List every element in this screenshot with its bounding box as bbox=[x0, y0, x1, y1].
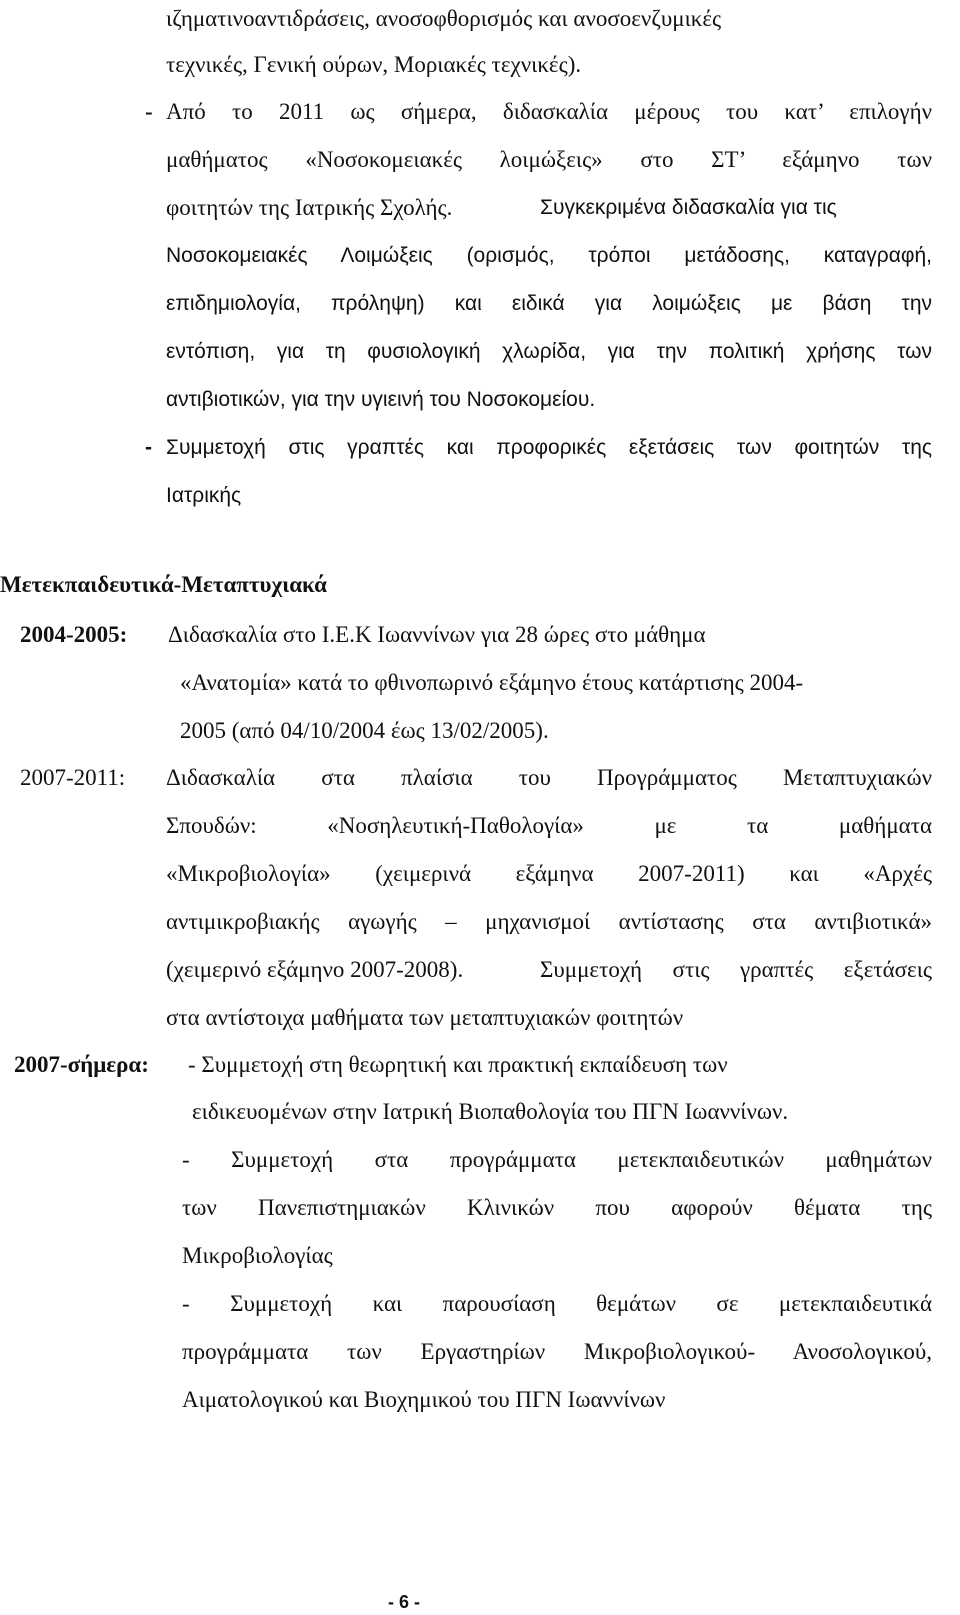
text-line: αντιβιοτικών, για την υγιεινή του Νοσοκομείου. bbox=[166, 388, 596, 411]
text-line: (χειμερινό εξάμηνο 2007-2008). bbox=[166, 957, 464, 982]
text-line: ιζηματινοαντιδράσεις, ανοσοφθορισμός και ανοσοενζυμικές bbox=[166, 6, 722, 31]
text-line: εντόπιση, για τη φυσιολογική χλωρίδα, για την πολιτική χρήσης των bbox=[166, 340, 932, 363]
text-line: αντιμικροβιακής αγωγής – μηχανισμοί αντίστασης στα αντιβιοτικά» bbox=[166, 909, 932, 934]
text-line: Διδασκαλία στο Ι.Ε.Κ Ιωαννίνων για 28 ώρες στο μάθημα bbox=[168, 622, 706, 647]
text-line: - Συμμετοχή στη θεωρητική και πρακτική εκπαίδευση των bbox=[188, 1052, 728, 1077]
text-line: «Ανατομία» κατά το φθινοπωρινό εξάμηνο έτους κατάρτισης 2004- bbox=[180, 670, 804, 695]
text-line: Από το 2011 ως σήμερα, διδασκαλία μέρους του κατ’ επιλογήν bbox=[166, 99, 932, 124]
bullet-dash: - bbox=[145, 436, 152, 459]
text-line: Μικροβιολογίας bbox=[182, 1243, 333, 1268]
text-line: Συμμετοχή στις γραπτές εξετάσεις bbox=[540, 957, 932, 982]
text-line: ειδικευομένων στην Ιατρική Βιοπαθολογία του ΠΓΝ Ιωαννίνων. bbox=[192, 1099, 789, 1124]
text-line: τεχνικές, Γενική ούρων, Μοριακές τεχνικές). bbox=[166, 52, 582, 77]
text-line: προγράμματα των Εργαστηρίων Μικροβιολογικού- Ανοσολογικού, bbox=[182, 1339, 932, 1364]
text-line: Σπουδών: «Νοσηλευτική-Παθολογία» με τα μαθήματα bbox=[166, 813, 932, 838]
text-line: Συμμετοχή στις γραπτές και προφορικές εξετάσεις των φοιτητών της bbox=[166, 436, 932, 459]
text-line: Ιατρικής bbox=[166, 484, 242, 507]
text-line: επιδημιολογία, πρόληψη) και ειδικά για λοιμώξεις με βάση την bbox=[166, 292, 932, 315]
bullet-dash: - bbox=[145, 99, 153, 124]
text-line: των Πανεπιστημιακών Κλινικών που αφορούν θέματα της bbox=[182, 1195, 932, 1220]
entry-period: 2007-2011: bbox=[20, 765, 126, 790]
text-line: Συγκεκριμένα διδασκαλία για τις bbox=[540, 196, 837, 219]
entry-period: 2004-2005: bbox=[20, 622, 128, 647]
text-line: Νοσοκομειακές Λοιμώξεις (ορισμός, τρόποι μετάδοσης, καταγραφή, bbox=[166, 244, 932, 267]
text-line: - Συμμετοχή στα προγράμματα μετεκπαιδευτικών μαθημάτων bbox=[182, 1147, 932, 1172]
section-heading: Μετεκπαιδευτικά-Μεταπτυχιακά bbox=[0, 572, 327, 597]
text-line: - Συμμετοχή και παρουσίαση θεμάτων σε μετεκπαιδευτικά bbox=[182, 1291, 932, 1316]
text-line: φοιτητών της Ιατρικής Σχολής. bbox=[166, 195, 453, 220]
text-line: στα αντίστοιχα μαθήματα των μεταπτυχιακών φοιτητών bbox=[166, 1005, 684, 1030]
text-line: 2005 (από 04/10/2004 έως 13/02/2005). bbox=[180, 718, 549, 743]
text-line: «Μικροβιολογία» (χειμερινά εξάμηνα 2007-2011) και «Αρχές bbox=[166, 861, 932, 886]
text-line: μαθήματος «Νοσοκομειακές λοιμώξεις» στο ΣΤ’ εξάμηνο των bbox=[166, 147, 932, 172]
text-line: Αιματολογικού και Βιοχημικού του ΠΓΝ Ιωαννίνων bbox=[182, 1387, 666, 1412]
text-line: Διδασκαλία στα πλαίσια του Προγράμματος Μεταπτυχιακών bbox=[166, 765, 932, 790]
entry-period: 2007-σήμερα: bbox=[14, 1052, 149, 1077]
page-number: - 6 - bbox=[388, 1592, 421, 1612]
